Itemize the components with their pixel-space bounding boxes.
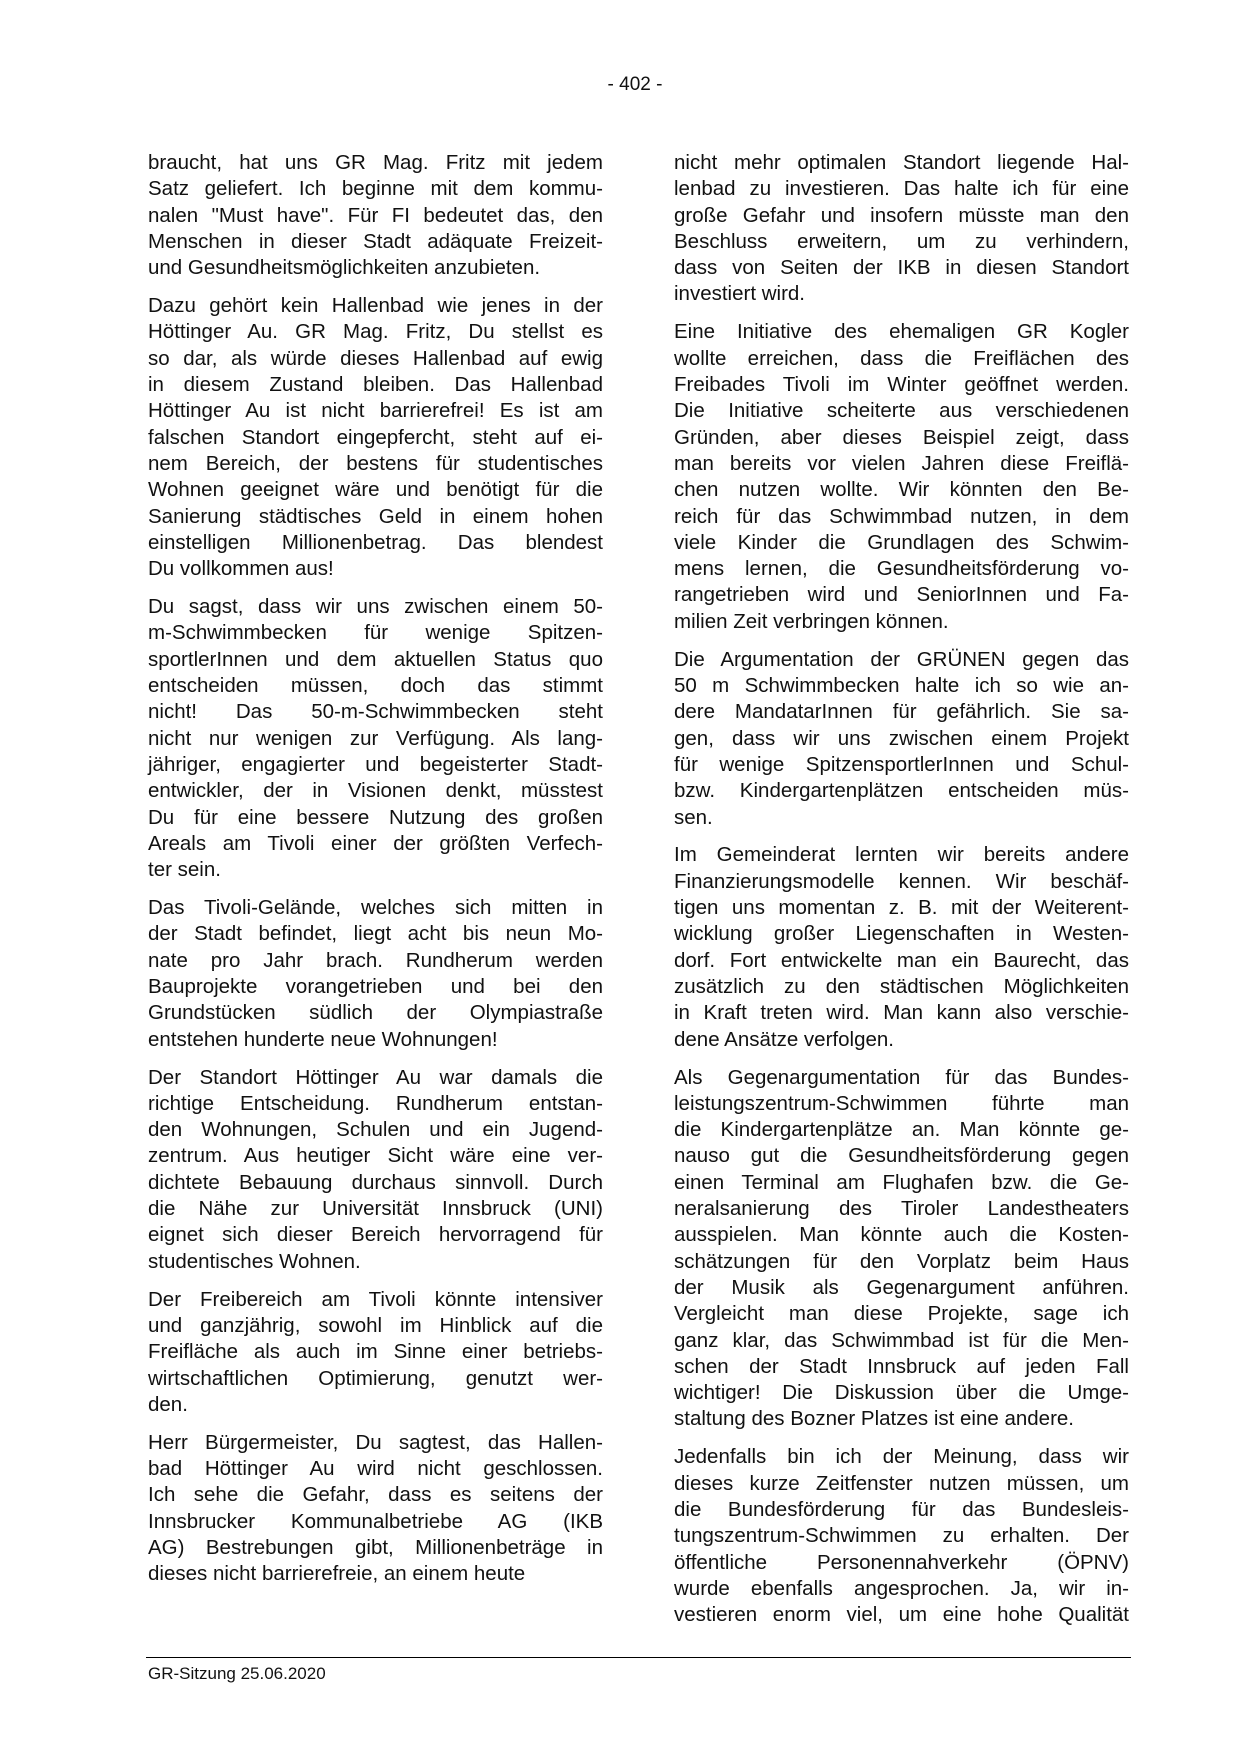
text-line: den.	[148, 1392, 188, 1416]
text-line: vestieren enorm viel, um eine hohe Qualität	[674, 1603, 1129, 1627]
paragraph	[148, 150, 603, 281]
text-line: Als Gegenargumentation für das Bundes-	[674, 1065, 1129, 1089]
text-line: Höttinger Au ist nicht barrierefrei! Es ist am	[148, 399, 603, 423]
text-line: Herr Bürgermeister, Du sagtest, das Hallen-	[148, 1430, 603, 1454]
text-line: man bereits vor vielen Jahren diese Freiflä-	[674, 451, 1129, 475]
text-line: den Wohnungen, Schulen und ein Jugend-	[148, 1118, 603, 1142]
text-line: Die Initiative scheiterte aus verschiedenen	[674, 399, 1129, 423]
text-line: sen.	[674, 805, 713, 829]
text-line: AG) Bestrebungen gibt, Millionenbeträge in	[148, 1535, 603, 1559]
text-line: zusätzlich zu den städtischen Möglichkeiten	[674, 974, 1129, 998]
text-line: die Bundesförderung für das Bundesleis-	[674, 1497, 1129, 1521]
text-line: einstelligen Millionenbetrag. Das blendest	[148, 530, 603, 554]
text-line: nalen "Must have". Für FI bedeutet das, den	[148, 203, 603, 227]
text-line: dorf. Fort entwickelte man ein Baurecht, das	[674, 948, 1129, 972]
text-line: dichtete Bebauung durchaus sinnvoll. Durch	[148, 1170, 603, 1194]
text-line: reich für das Schwimmbad nutzen, in dem	[674, 504, 1129, 528]
text-line: Grundstücken südlich der Olympiastraße	[148, 1001, 603, 1025]
text-line: entstehen hunderte neue Wohnungen!	[148, 1027, 498, 1051]
text-line: mens lernen, die Gesundheitsförderung vo-	[674, 557, 1129, 581]
text-line: tigen uns momentan z. B. mit der Weiterent-	[674, 896, 1129, 920]
text-line: und Gesundheitsmöglichkeiten anzubieten.	[148, 256, 541, 280]
text-line: bzw. Kindergartenplätzen entscheiden müs-	[674, 779, 1129, 803]
text-line: Die Argumentation der GRÜNEN gegen das	[674, 647, 1129, 671]
text-line: Jedenfalls bin ich der Meinung, dass wir	[674, 1445, 1129, 1469]
text-line: schen der Stadt Innsbruck auf jeden Fall	[674, 1354, 1129, 1378]
text-line: Satz geliefert. Ich beginne mit dem kommu-	[148, 177, 603, 201]
paragraph	[674, 1444, 1129, 1628]
text-line: Der Freibereich am Tivoli könnte intensiver	[148, 1287, 603, 1311]
text-line: schätzungen für den Vorplatz beim Haus	[674, 1249, 1129, 1273]
text-line: Dazu gehört kein Hallenbad wie jenes in der	[148, 294, 603, 318]
text-line: ausspielen. Man könnte auch die Kosten-	[674, 1223, 1129, 1247]
text-line: Der Standort Höttinger Au war damals die	[148, 1065, 603, 1089]
paragraph	[148, 895, 603, 1053]
text-line: dass von Seiten der IKB in diesen Standort	[674, 256, 1129, 280]
left-text-column	[148, 150, 603, 1599]
text-line: 50 m Schwimmbecken halte ich so wie an-	[674, 674, 1129, 698]
paragraph	[148, 594, 603, 883]
text-line: Das Tivoli-Gelände, welches sich mitten in	[148, 896, 603, 920]
text-line: Finanzierungsmodelle kennen. Wir beschäf-	[674, 869, 1129, 893]
footer-session-date: GR-Sitzung 25.06.2020	[148, 1664, 326, 1683]
text-line: tungszentrum-Schwimmen zu erhalten. Der	[674, 1524, 1129, 1548]
text-line: wollte erreichen, dass die Freiflächen des	[674, 346, 1129, 370]
text-line: nate pro Jahr brach. Rundherum werden	[148, 948, 603, 972]
text-line: eignet sich dieser Bereich hervorragend für	[148, 1223, 603, 1247]
text-line: lenbad zu investieren. Das halte ich für eine	[674, 177, 1129, 201]
text-line: entscheiden müssen, doch das stimmt	[148, 674, 603, 698]
text-line: milien Zeit verbringen können.	[674, 609, 949, 633]
text-line: die Nähe zur Universität Innsbruck (UNI)	[148, 1197, 603, 1221]
text-line: ter sein.	[148, 858, 221, 882]
text-line: Eine Initiative des ehemaligen GR Kogler	[674, 320, 1129, 344]
text-line: wicklung großer Liegenschaften in Westen-	[674, 922, 1129, 946]
text-line: einen Terminal am Flughafen bzw. die Ge-	[674, 1170, 1129, 1194]
text-line: der Musik als Gegenargument anführen.	[674, 1275, 1129, 1299]
text-line: viele Kinder die Grundlagen des Schwim-	[674, 530, 1129, 554]
text-line: studentisches Wohnen.	[148, 1249, 361, 1273]
text-line: nicht! Das 50-m-Schwimmbecken steht	[148, 700, 603, 724]
text-line: braucht, hat uns GR Mag. Fritz mit jedem	[148, 151, 603, 174]
text-line: rangetrieben wird und SeniorInnen und Fa-	[674, 583, 1129, 607]
text-line: dere MandatarInnen für gefährlich. Sie sa-	[674, 700, 1129, 724]
text-line: in diesem Zustand bleiben. Das Hallenbad	[148, 373, 603, 397]
right-text-column	[674, 150, 1129, 1640]
text-line: öffentliche Personennahverkehr (ÖPNV)	[674, 1550, 1129, 1574]
text-line: Ich sehe die Gefahr, dass es seitens der	[148, 1483, 603, 1507]
text-line: entwickler, der in Visionen denkt, müsstest	[148, 779, 603, 803]
text-line: sportlerInnen und dem aktuellen Status quo	[148, 647, 603, 671]
text-line: so dar, als würde dieses Hallenbad auf ewig	[148, 346, 603, 370]
text-line: zentrum. Aus heutiger Sicht wäre eine ver-	[148, 1144, 603, 1168]
text-line: in Kraft treten wird. Man kann also verschie-	[674, 1001, 1129, 1025]
paragraph	[148, 1287, 603, 1418]
paragraph	[148, 1430, 603, 1588]
text-line: dieses nicht barrierefreie, an einem heute	[148, 1562, 526, 1586]
text-line: leistungszentrum-Schwimmen führte man	[674, 1091, 1129, 1115]
text-line: bad Höttinger Au wird nicht geschlossen.	[148, 1457, 603, 1481]
text-line: richtige Entscheidung. Rundherum entstan-	[148, 1091, 603, 1115]
text-line: nauso gut die Gesundheitsförderung gegen	[674, 1144, 1129, 1168]
text-line: Gründen, aber dieses Beispiel zeigt, dass	[674, 425, 1129, 449]
text-line: nicht nur wenigen zur Verfügung. Als lang-	[148, 726, 603, 750]
text-line: wichtiger! Die Diskussion über die Umge-	[674, 1381, 1129, 1405]
text-line: jähriger, engagierter und begeisterter Stadt-	[148, 752, 603, 776]
text-line: Freifläche als auch im Sinne einer betriebs-	[148, 1340, 603, 1364]
text-line: der Stadt befindet, liegt acht bis neun Mo-	[148, 922, 603, 946]
paragraph	[148, 293, 603, 582]
text-line: Innsbrucker Kommunalbetriebe AG (IKB	[148, 1509, 603, 1533]
text-line: gen, dass wir uns zwischen einem Projekt	[674, 726, 1129, 750]
footer-divider	[146, 1657, 1131, 1658]
paragraph	[674, 647, 1129, 831]
page-number: - 402 -	[607, 74, 663, 95]
text-line: und ganzjährig, sowohl im Hinblick auf die	[148, 1313, 603, 1337]
text-line: wurde ebenfalls angesprochen. Ja, wir in-	[674, 1576, 1129, 1600]
text-line: Vergleicht man diese Projekte, sage ich	[674, 1302, 1129, 1326]
text-line: Bauprojekte vorangetrieben und bei den	[148, 974, 603, 998]
text-line: m-Schwimmbecken für wenige Spitzen-	[148, 621, 603, 645]
text-line: dene Ansätze verfolgen.	[674, 1027, 894, 1051]
text-line: Im Gemeinderat lernten wir bereits andere	[674, 843, 1129, 867]
text-line: Sanierung städtisches Geld in einem hohen	[148, 504, 603, 528]
text-line: ganz klar, das Schwimmbad ist für die Men-	[674, 1328, 1129, 1352]
text-line: Du für eine bessere Nutzung des großen	[148, 805, 603, 829]
text-line: Menschen in dieser Stadt adäquate Freizeit-	[148, 229, 603, 253]
text-line: falschen Standort eingepfercht, steht auf ei-	[148, 425, 603, 449]
text-line: für wenige SpitzensportlerInnen und Schul-	[674, 752, 1129, 776]
text-line: wirtschaftlichen Optimierung, genutzt wer-	[148, 1366, 603, 1390]
text-line: große Gefahr und insofern müsste man den	[674, 203, 1129, 227]
text-line: neralsanierung des Tiroler Landestheaters	[674, 1197, 1129, 1221]
text-line: Du vollkommen aus!	[148, 557, 334, 581]
paragraph	[674, 842, 1129, 1052]
text-line: Höttinger Au. GR Mag. Fritz, Du stellst es	[148, 320, 603, 344]
paragraph	[674, 150, 1129, 308]
text-line: staltung des Bozner Platzes ist eine andere.	[674, 1407, 1074, 1431]
text-line: Beschluss erweitern, um zu verhindern,	[674, 229, 1129, 253]
text-line: Du sagst, dass wir uns zwischen einem 50-	[148, 595, 603, 619]
text-line: Areals am Tivoli einer der größten Verfech-	[148, 831, 603, 855]
paragraph	[674, 1065, 1129, 1433]
paragraph	[674, 319, 1129, 635]
text-line: dieses kurze Zeitfenster nutzen müssen, um	[674, 1471, 1129, 1495]
text-line: chen nutzen wollte. Wir könnten den Be-	[674, 478, 1129, 502]
text-line: investiert wird.	[674, 282, 806, 306]
text-line: nicht mehr optimalen Standort liegende Hal-	[674, 151, 1129, 174]
text-line: die Kindergartenplätze an. Man könnte ge-	[674, 1118, 1129, 1142]
text-line: Freibades Tivoli im Winter geöffnet werden.	[674, 373, 1129, 397]
text-line: Wohnen geeignet wäre und benötigt für die	[148, 478, 603, 502]
paragraph	[148, 1065, 603, 1275]
text-line: nem Bereich, der bestens für studentisches	[148, 451, 603, 475]
